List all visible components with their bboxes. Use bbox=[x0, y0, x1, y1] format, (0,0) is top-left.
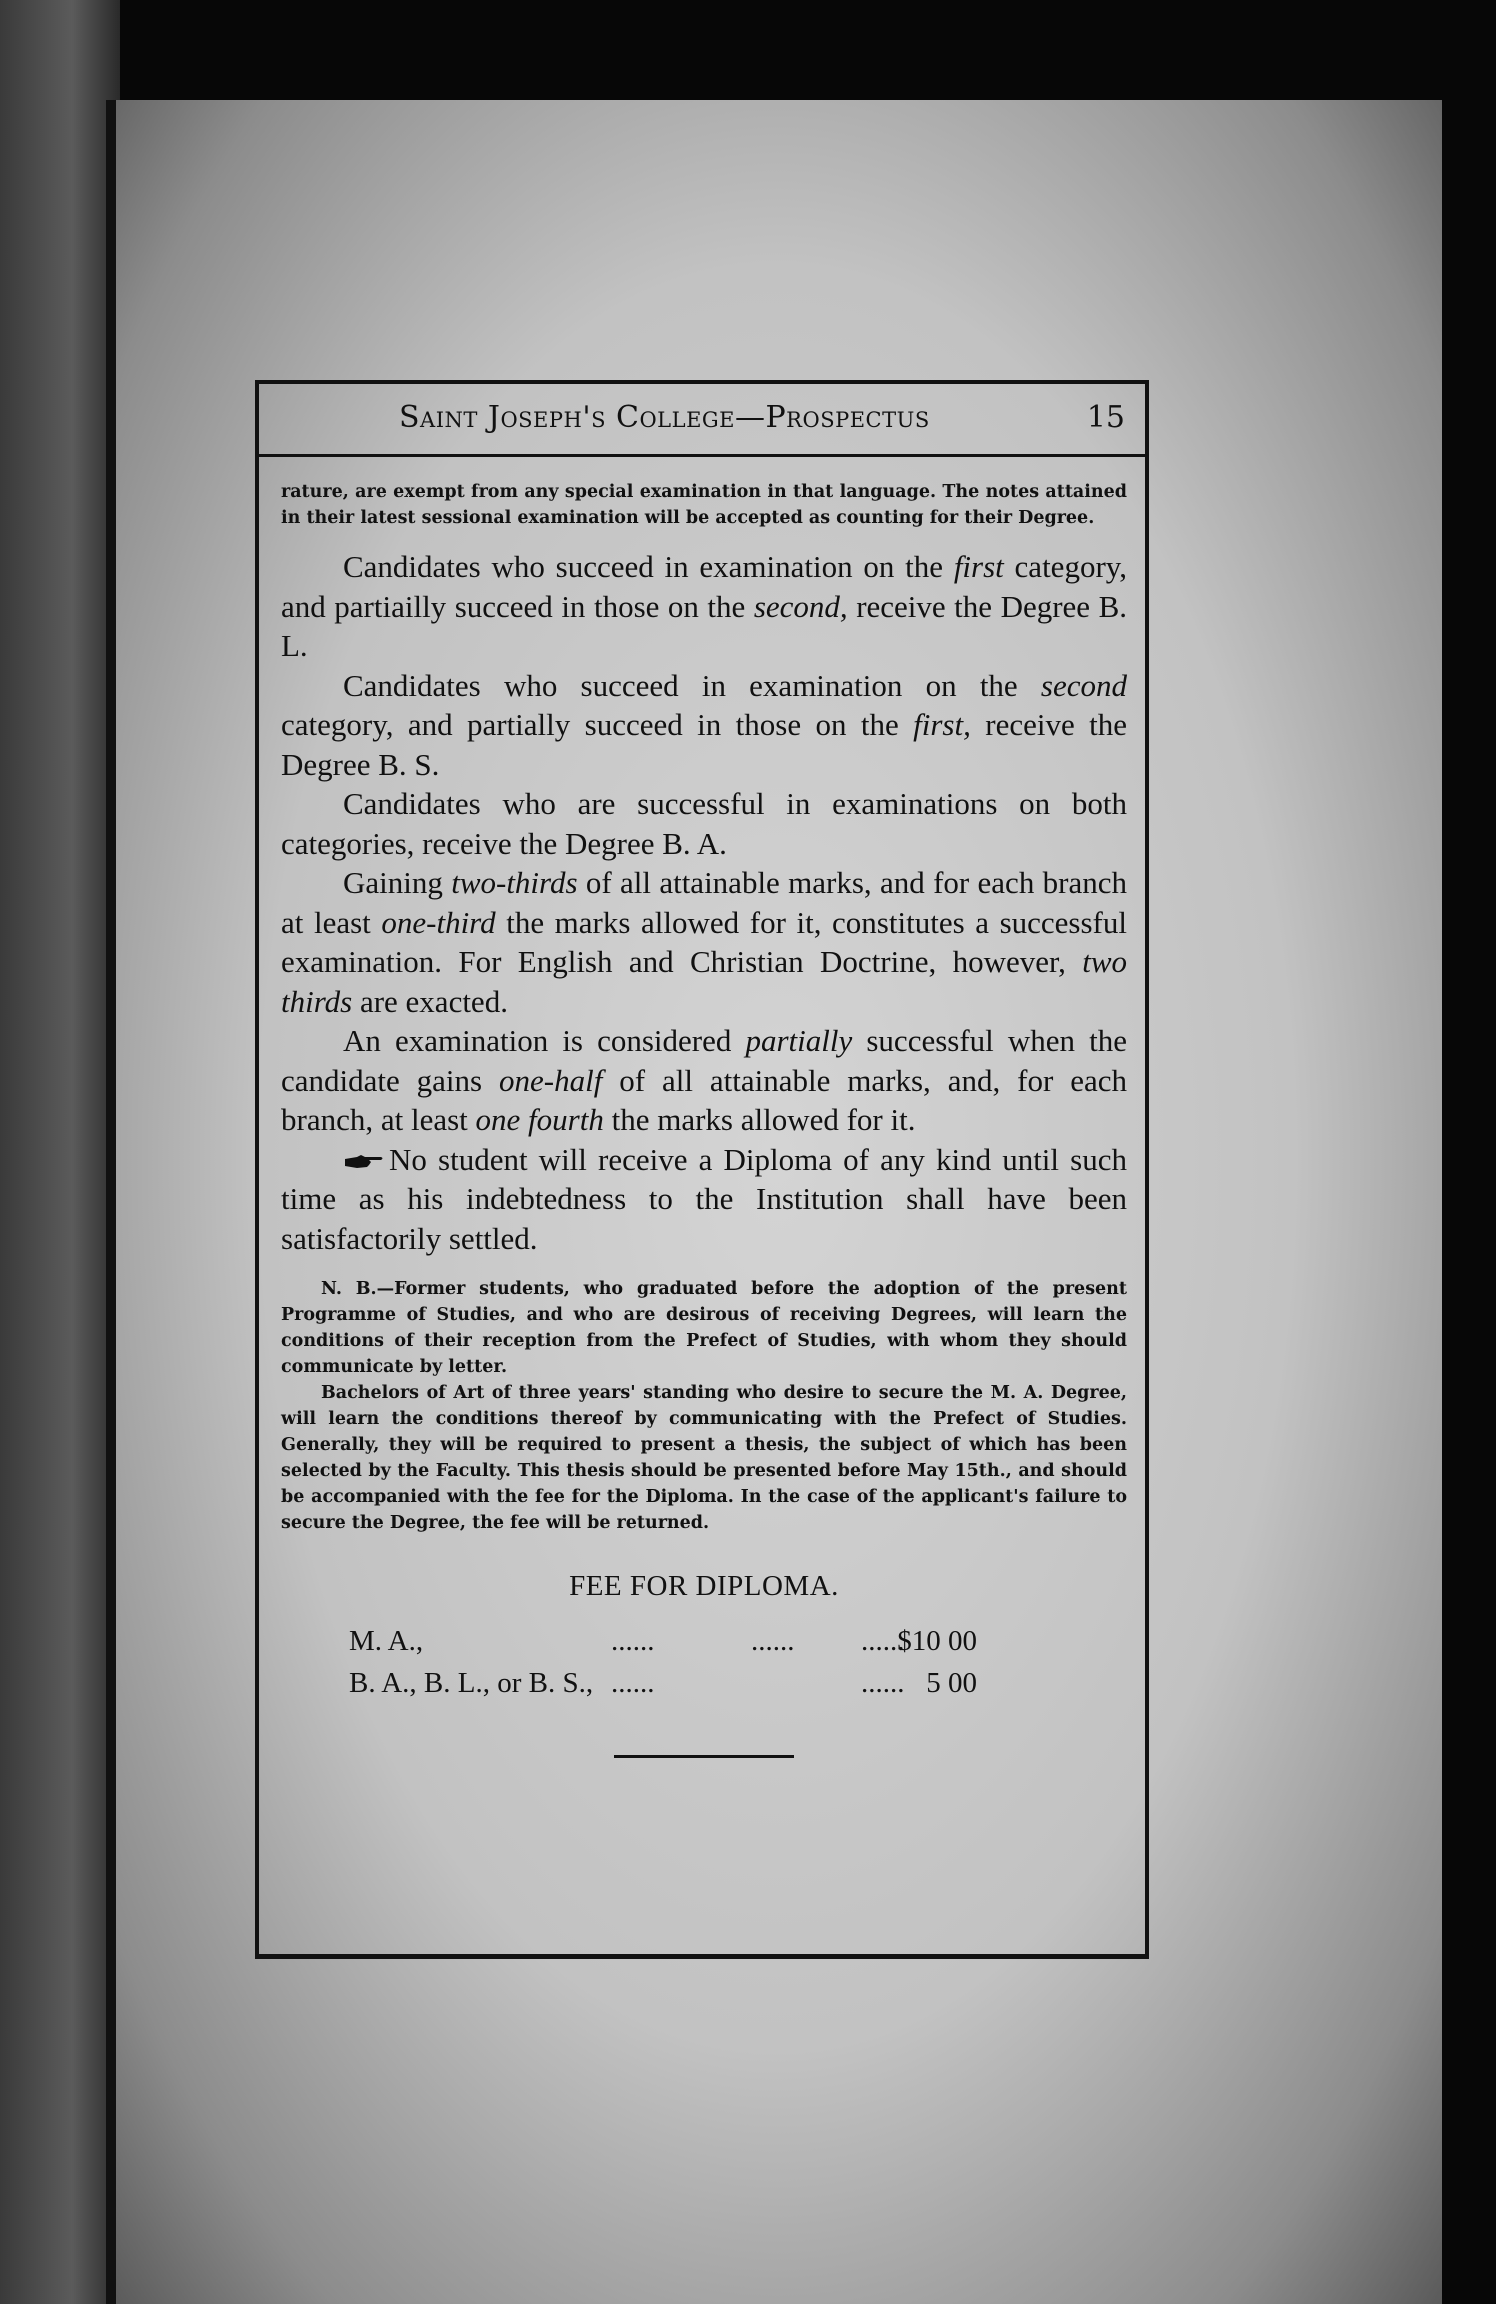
fee-row bbox=[281, 1625, 1127, 1667]
page-frame bbox=[255, 380, 1149, 1959]
leader-dots: ...... bbox=[611, 1667, 655, 1699]
degree-bl-paragraph: Candidates who succeed in examination on the first category, and partiailly succeed in those on the second, receive the Degree B. L. bbox=[281, 549, 1128, 663]
facing-page-edge bbox=[0, 0, 120, 2304]
nb-former-students: N. B.—Former students, who graduated before the adoption of the present Programme of Studies, and who are desirous of receiving Degrees, will learn the conditions of their reception from the Prefect of Studies, with whom they should communicate by letter. bbox=[281, 1279, 1127, 1377]
fee-title: FEE FOR DIPLOMA. bbox=[569, 1570, 839, 1602]
running-title: Saint Joseph's College—Prospectus bbox=[399, 400, 930, 435]
fee-amount: 5 00 bbox=[926, 1667, 977, 1699]
continuation-paragraph: rature, are exempt from any special examination in that language. The notes attained in their latest sessional examination will be accepted as counting for their Degree. bbox=[281, 482, 1127, 528]
page-number: 15 bbox=[1086, 400, 1125, 435]
fee-row bbox=[281, 1667, 1127, 1709]
partial-paragraph: An examination is considered partially successful when the candidate gains one-half of all attainable marks, and, for each branch, at least one fourth the marks allowed for it. bbox=[281, 1023, 1127, 1137]
gutter-shadow bbox=[106, 100, 116, 2304]
leader-dots: ...... bbox=[611, 1625, 655, 1657]
closing-rule bbox=[614, 1755, 794, 1758]
running-header bbox=[259, 384, 1145, 457]
pointing-hand-icon bbox=[343, 1153, 385, 1171]
leader-dots: ...... bbox=[751, 1625, 795, 1657]
page-body bbox=[281, 479, 1127, 1758]
marks-paragraph: Gaining two-thirds of all attainable marks, and for each branch at least one-third the marks allowed for it, constitutes a successful examination. For English and Christian Doctrine, however, two thirds are exacted. bbox=[281, 865, 1127, 1019]
fee-label: M. A., bbox=[349, 1625, 424, 1657]
leader-dots: ...... bbox=[861, 1625, 905, 1657]
notes-section bbox=[281, 1276, 1127, 1536]
degree-ba-paragraph: Candidates who are successful in examinations on both categories, receive the Degree B. A. bbox=[281, 786, 1127, 861]
fee-amount: $10 00 bbox=[897, 1625, 977, 1657]
fee-label: B. A., B. L., or B. S., bbox=[349, 1667, 594, 1699]
degree-bs-paragraph: Candidates who succeed in examination on the second category, and partially succeed in those on the first, receive the Degree B. S. bbox=[281, 667, 1127, 782]
nb-bachelors: Bachelors of Art of three years' standing who desire to secure the M. A. Degree, will learn the conditions thereof by communicating with the Prefect of Studies. Generally, they will be required to present a thesis, the subject of which has been selected by the Faculty. This thesis should be presented before May 15th., and should be accompanied with the fee for the Diploma. In the case of the applicant's failure to secure the Degree, the fee will be returned. bbox=[281, 1383, 1127, 1533]
diploma-notice-paragraph: No student will receive a Diploma of any kind until such time as his indebtedness to the Institution shall have been satisfactorily settled. bbox=[281, 1141, 1127, 1256]
leader-dots: ...... bbox=[861, 1667, 905, 1699]
